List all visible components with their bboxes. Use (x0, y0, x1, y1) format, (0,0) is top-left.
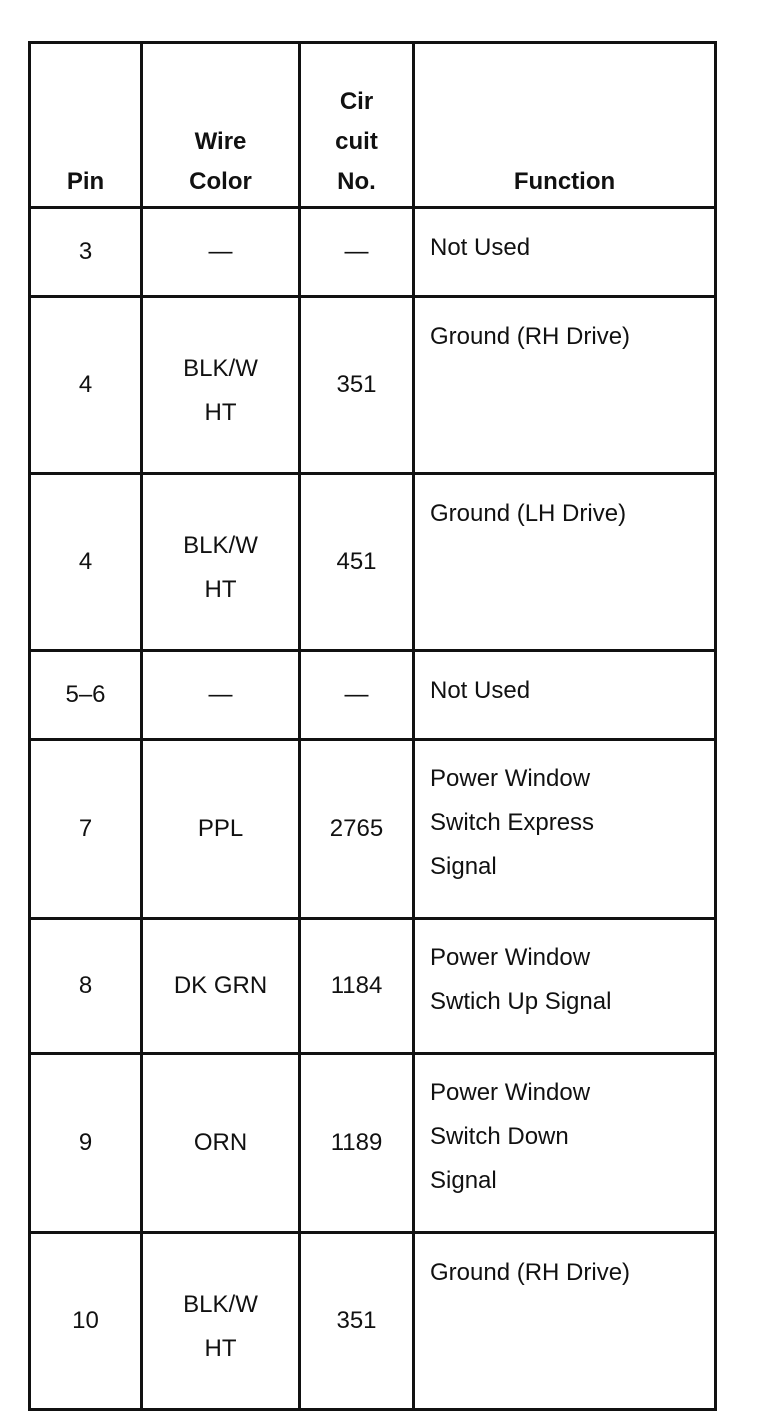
table-row (30, 740, 716, 919)
pin-cell: 9 (30, 1054, 142, 1233)
function-cell: Ground (RH Drive) (414, 297, 716, 474)
function-cell: Not Used (414, 208, 716, 297)
pin-cell: 5–6 (30, 651, 142, 740)
function-cell: Power Window Switch Express Signal (414, 740, 716, 919)
table-row (30, 919, 716, 1054)
circuit-cell: 1189 (300, 1054, 414, 1233)
pin-cell: 7 (30, 740, 142, 919)
wire-color-cell: PPL (142, 740, 300, 919)
function-cell: Not Used (414, 651, 716, 740)
header-circuit-no: Cir cuit No. (300, 43, 414, 208)
header-function: Function (414, 43, 716, 208)
circuit-cell: 451 (300, 474, 414, 651)
pin-cell: 8 (30, 919, 142, 1054)
header-wire-color: Wire Color (142, 43, 300, 208)
function-cell: Ground (LH Drive) (414, 474, 716, 651)
circuit-cell: — (300, 651, 414, 740)
table-row (30, 1233, 716, 1410)
wire-color-cell: — (142, 651, 300, 740)
circuit-cell: 2765 (300, 740, 414, 919)
wire-color-cell: — (142, 208, 300, 297)
function-cell: Ground (RH Drive) (414, 1233, 716, 1410)
function-cell: Power Window Swtich Up Signal (414, 919, 716, 1054)
function-cell: Power Window Switch Down Signal (414, 1054, 716, 1233)
circuit-cell: 351 (300, 1233, 414, 1410)
wire-color-cell: BLK/W HT (142, 297, 300, 474)
table-row (30, 474, 716, 651)
table-row (30, 651, 716, 740)
wire-color-cell: BLK/W HT (142, 474, 300, 651)
table-row (30, 1054, 716, 1233)
table-row (30, 208, 716, 297)
wire-color-cell: BLK/W HT (142, 1233, 300, 1410)
circuit-cell: — (300, 208, 414, 297)
pin-cell: 4 (30, 297, 142, 474)
pin-cell: 10 (30, 1233, 142, 1410)
wire-color-cell: ORN (142, 1054, 300, 1233)
header-row (30, 43, 716, 208)
pin-table (28, 41, 717, 1411)
table-row (30, 297, 716, 474)
header-pin: Pin (30, 43, 142, 208)
circuit-cell: 351 (300, 297, 414, 474)
pin-cell: 4 (30, 474, 142, 651)
pin-cell: 3 (30, 208, 142, 297)
wire-color-cell: DK GRN (142, 919, 300, 1054)
circuit-cell: 1184 (300, 919, 414, 1054)
